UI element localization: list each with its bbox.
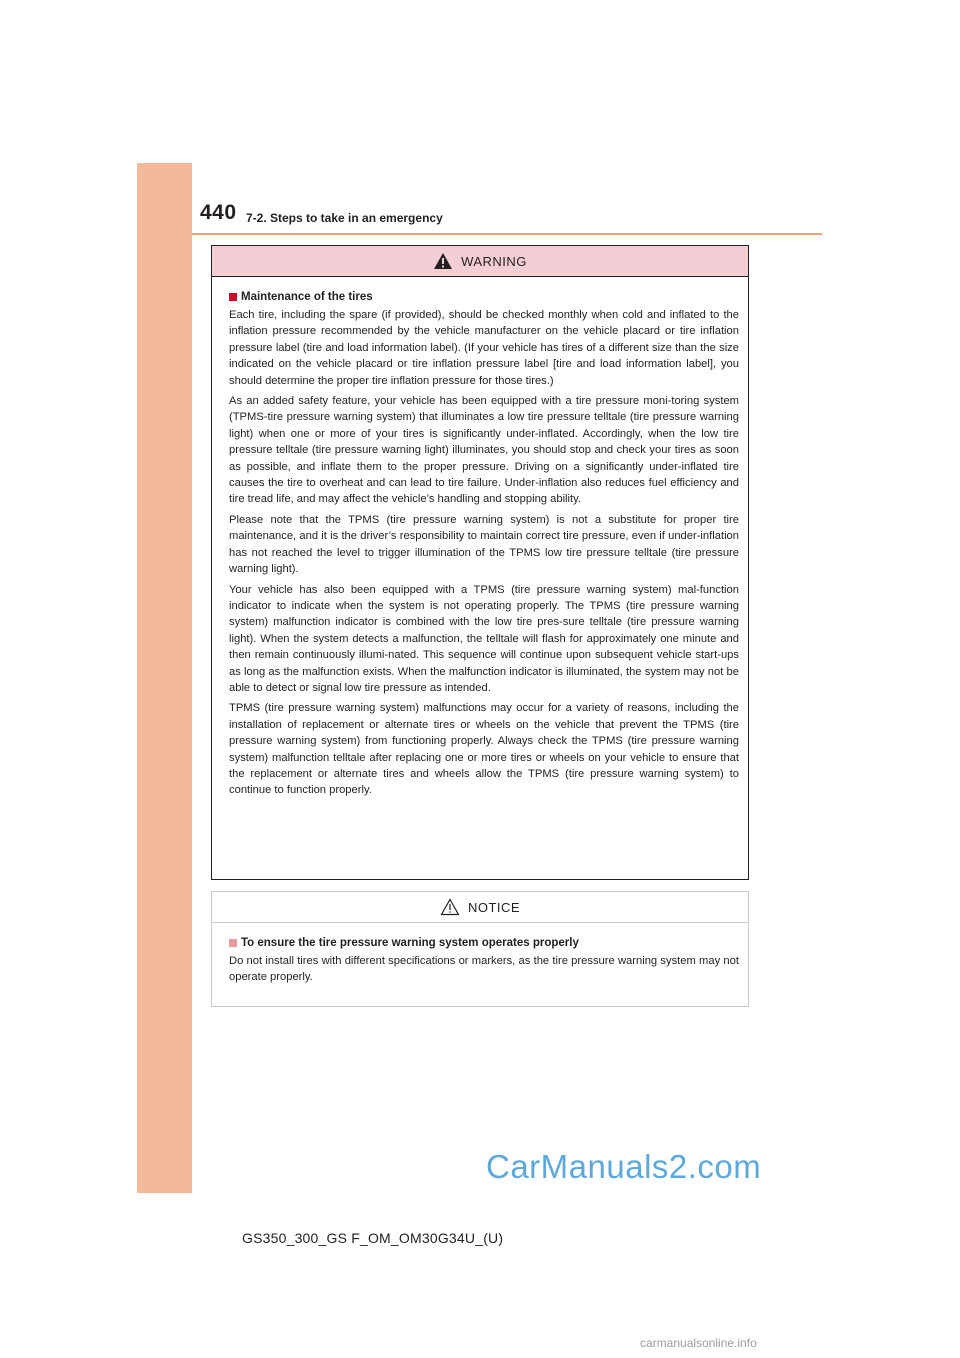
warning-title: WARNING (461, 253, 527, 269)
notice-body (212, 923, 748, 986)
notice-box (211, 891, 749, 1007)
header-divider (192, 233, 822, 235)
notice-triangle-icon (440, 898, 460, 916)
warning-paragraph: As an added safety feature, your vehicle has been equipped with a tire pressure moni-toring system (TPMS-tire pressure warning system) that illuminates a low tire pressure telltale (tire pressure warning light) when one or more of your tires is significantly under-inflated. Accordingly, when the low tire pressure telltale (tire pressure warning light) illuminates, you should stop and check your tires as soon as possible, and inflate them to the proper pressure. Driving on a significantly under-inflated tire causes the tire to overheat and can lead to tire failure. Under-inflation also reduces fuel efficiency and tire tread life, and may affect the vehicle’s handling and stopping ability. (229, 395, 739, 506)
notice-paragraph: Do not install tires with different specifications or markers, as the tire pressure warning system may not operate properly. (229, 955, 739, 984)
notice-title: NOTICE (467, 899, 521, 915)
page-number: 440 (200, 201, 237, 224)
watermark-carmanualsonline: carmanualsonline.info (640, 1336, 757, 1350)
warning-triangle-icon (433, 252, 453, 270)
square-bullet-icon (229, 939, 237, 947)
warning-header (212, 246, 748, 277)
warning-paragraph: TPMS (tire pressure warning system) malfunctions may occur for a variety of reasons, including the installation of replacement or alternate tires or wheels on the vehicle that prevent the TPMS (tire pressure warning system) from functioning properly. Always check the TPMS (tire pressure warning system) malfunction telltale after replacing one or more tires or wheels on your vehicle to ensure that the replacement or alternate tires and wheels allow the TPMS (tire pressure warning system) to continue to function properly. (229, 702, 739, 797)
section-title: 7-2. Steps to take in an emergency (246, 211, 443, 225)
document-code: GS350_300_GS F_OM_OM30G34U_(U) (242, 1230, 504, 1246)
watermark-carmanuals2: CarManuals2.com (486, 1148, 762, 1185)
warning-subheading-text: Maintenance of the tires (241, 291, 373, 303)
square-bullet-icon (229, 293, 237, 301)
warning-subheading (229, 291, 739, 303)
warning-paragraph: Please note that the TPMS (tire pressure warning system) is not a substitute for proper tire maintenance, and it is the driver’s responsibility to maintain correct tire pressure, even if under-inflation has not reached the level to trigger illumination of the TPMS low tire pressure telltale (tire pressure warning light). (229, 513, 739, 576)
warning-box (211, 245, 749, 880)
notice-subheading (229, 937, 739, 949)
warning-body (212, 277, 748, 799)
warning-paragraph: Your vehicle has also been equipped with a TPMS (tire pressure warning system) mal-function indicator to indicate when the system is not operating properly. The TPMS (tire pressure warning system) malfunction indicator is combined with the low tire pres-sure telltale (tire pressure warning light). When the system detects a malfunction, the telltale will flash for approximately one minute and then remain continuously illumi-nated. This sequence will continue upon subsequent vehicle start-ups as long as the malfunction exists. When the malfunction indicator is illuminated, the system may not be able to detect or signal low tire pressure as intended. (229, 583, 739, 694)
warning-paragraph: Each tire, including the spare (if provided), should be checked monthly when cold and inflated to the inflation pressure recommended by the vehicle manufacturer on the vehicle placard or tire inflation pressure label (tire and load information label). (If your vehicle has tires of a different size than the size indicated on the vehicle placard or tire inflation pressure label [tire and load information label], you should determine the proper tire inflation pressure for those tires.) (229, 309, 739, 387)
notice-header (212, 892, 748, 923)
notice-subheading-text: To ensure the tire pressure warning system operates properly (241, 937, 579, 949)
chapter-side-tab (137, 163, 192, 1193)
